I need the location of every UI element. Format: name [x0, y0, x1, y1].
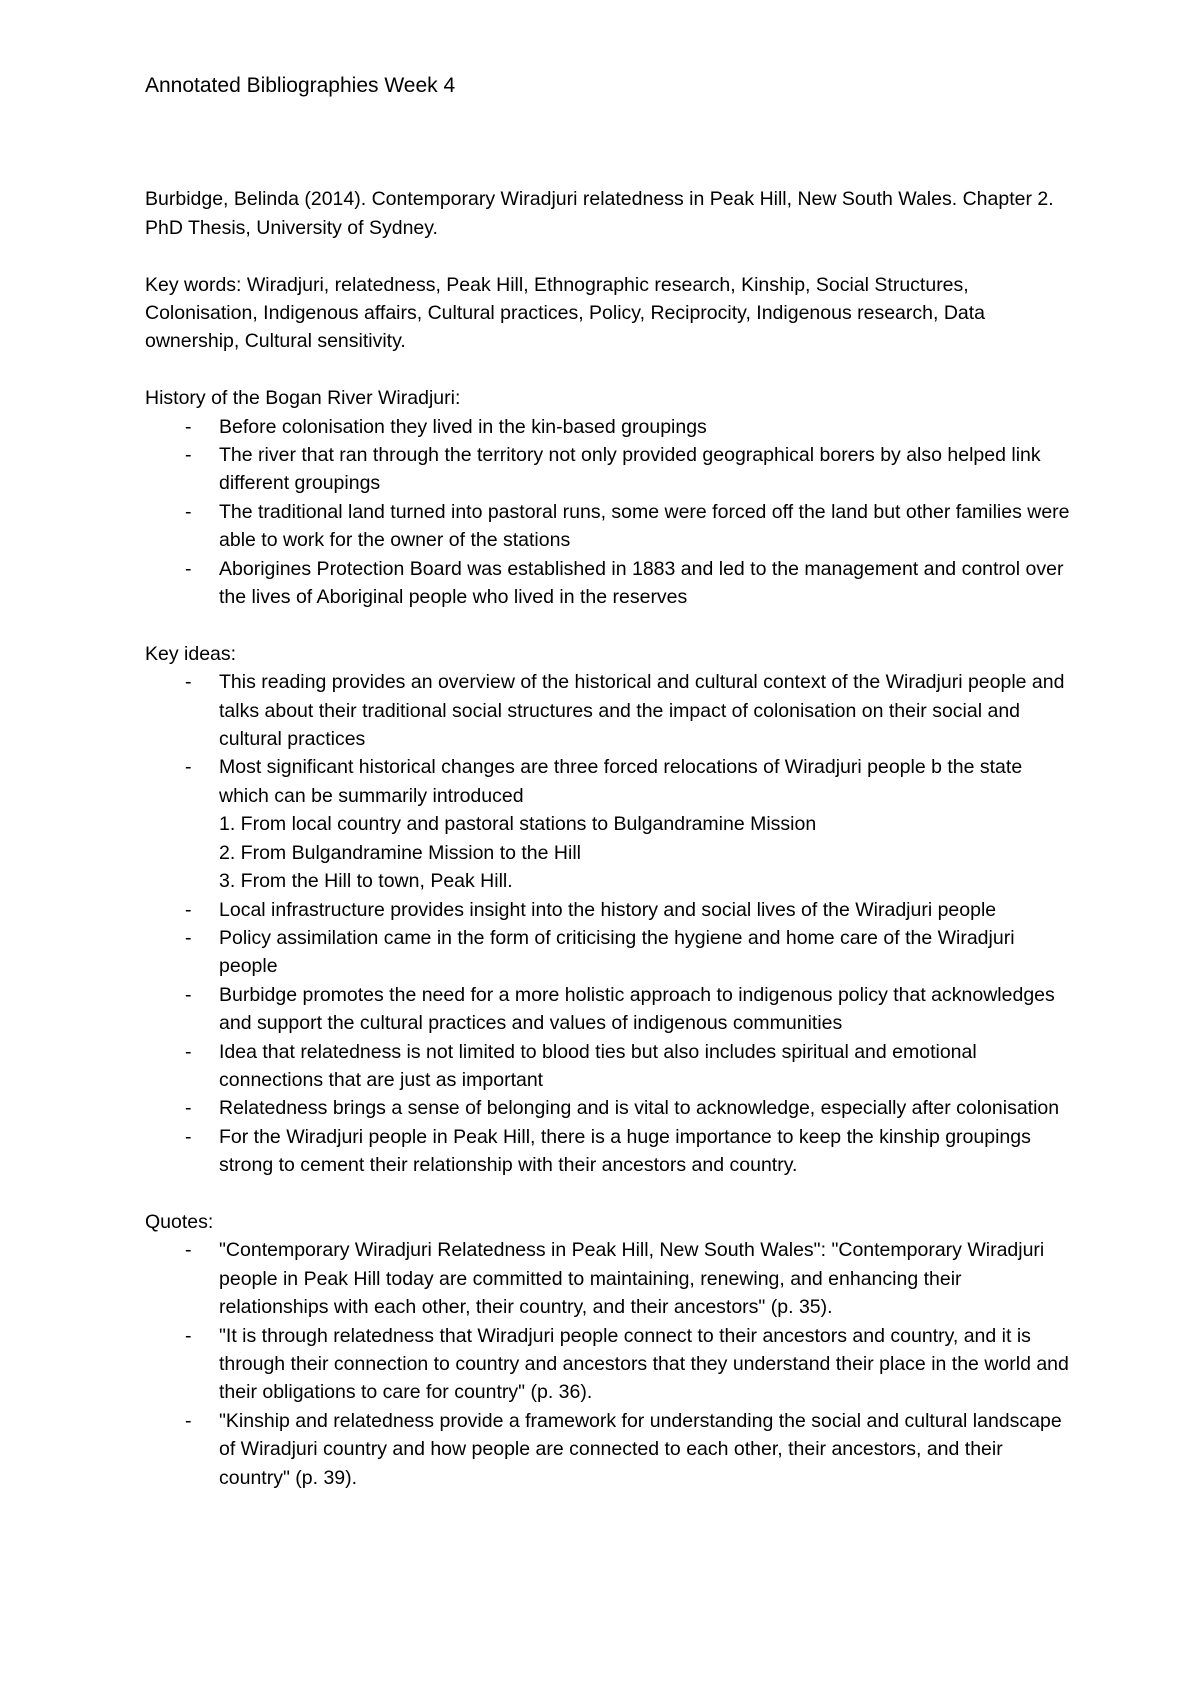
citation: Burbidge, Belinda (2014). Contemporary Wiradjuri relatedness in Peak Hill, New South Wales. Chapter 2. PhD Thesis, University of Sydney. [145, 188, 1054, 239]
history-list [145, 413, 1075, 612]
quote-item: - "Kinship and relatedness provide a framework for understanding the social and cultural landscape of Wiradjuri country and how people are connected to each other, their ancestors, and their country" (p. 39). [145, 1407, 1075, 1492]
quotes-heading: Quotes: [145, 1210, 214, 1233]
quote-item: - "It is through relatedness that Wiradjuri people connect to their ancestors and country, and it is through their connection to country and ancestors that they understand their place in the world and their obligations to care for country" (p. 36). [145, 1322, 1075, 1407]
list-item: - This reading provides an overview of the historical and cultural context of the Wiradjuri people and talks about their traditional social structures and the impact of colonisation on their social and cultural practices [145, 668, 1075, 753]
list-item: - The river that ran through the territory not only provided geographical borers by also helped link different groupings [145, 441, 1075, 498]
list-item: - Local infrastructure provides insight into the history and social lives of the Wiradjuri people [145, 896, 1075, 924]
quote-item: - "Contemporary Wiradjuri Relatedness in Peak Hill, New South Wales": "Contemporary Wiradjuri people in Peak Hill today are committed to maintaining, renewing, and enhancing their relationships with each other, their country, and their ancestors" (p. 35). [145, 1236, 1075, 1321]
list-item: - Before colonisation they lived in the kin-based groupings [145, 413, 1075, 441]
list-item: - Aborigines Protection Board was established in 1883 and led to the management and control over the lives of Aboriginal people who lived in the reserves [145, 555, 1075, 612]
keywords: Key words: Wiradjuri, relatedness, Peak Hill, Ethnographic research, Kinship, Social Structures, Colonisation, Indigenous affairs, Cultural practices, Policy, Reciprocity, Indigenous research, Data ownership, Cultural sensitivity. [145, 273, 986, 353]
history-heading: History of the Bogan River Wiradjuri: [145, 387, 461, 410]
document-body [145, 72, 1075, 1520]
list-item: - The traditional land turned into pastoral runs, some were forced off the land but other families were able to work for the owner of the stations [145, 498, 1075, 555]
list-item: - For the Wiradjuri people in Peak Hill, there is a huge importance to keep the kinship groupings strong to cement their relationship with their ancestors and country. [145, 1123, 1075, 1180]
list-item: - Burbidge promotes the need for a more holistic approach to indigenous policy that acknowledges and support the cultural practices and values of indigenous communities [145, 981, 1075, 1038]
list-item-relocations [145, 753, 1075, 895]
list-item: - Idea that relatedness is not limited to blood ties but also includes spiritual and emotional connections that are just as important [145, 1038, 1075, 1095]
key-ideas-list [145, 668, 1075, 1179]
relocation-step: 1. From local country and pastoral stations to Bulgandramine Mission [219, 813, 817, 836]
list-item: - Relatedness brings a sense of belonging and is vital to acknowledge, especially after colonisation [145, 1094, 1075, 1122]
quotes-list [145, 1236, 1075, 1492]
relocation-step: 2. From Bulgandramine Mission to the Hill [219, 841, 581, 864]
list-item: - Policy assimilation came in the form of criticising the hygiene and home care of the Wiradjuri people [145, 924, 1075, 981]
relocation-step: 3. From the Hill to town, Peak Hill. [219, 870, 513, 893]
list-item-text: - Most significant historical changes are three forced relocations of Wiradjuri people b the state which can be summarily introduced [219, 756, 1023, 807]
key-ideas-heading: Key ideas: [145, 642, 237, 665]
document-title: Annotated Bibliographies Week 4 [145, 74, 456, 97]
